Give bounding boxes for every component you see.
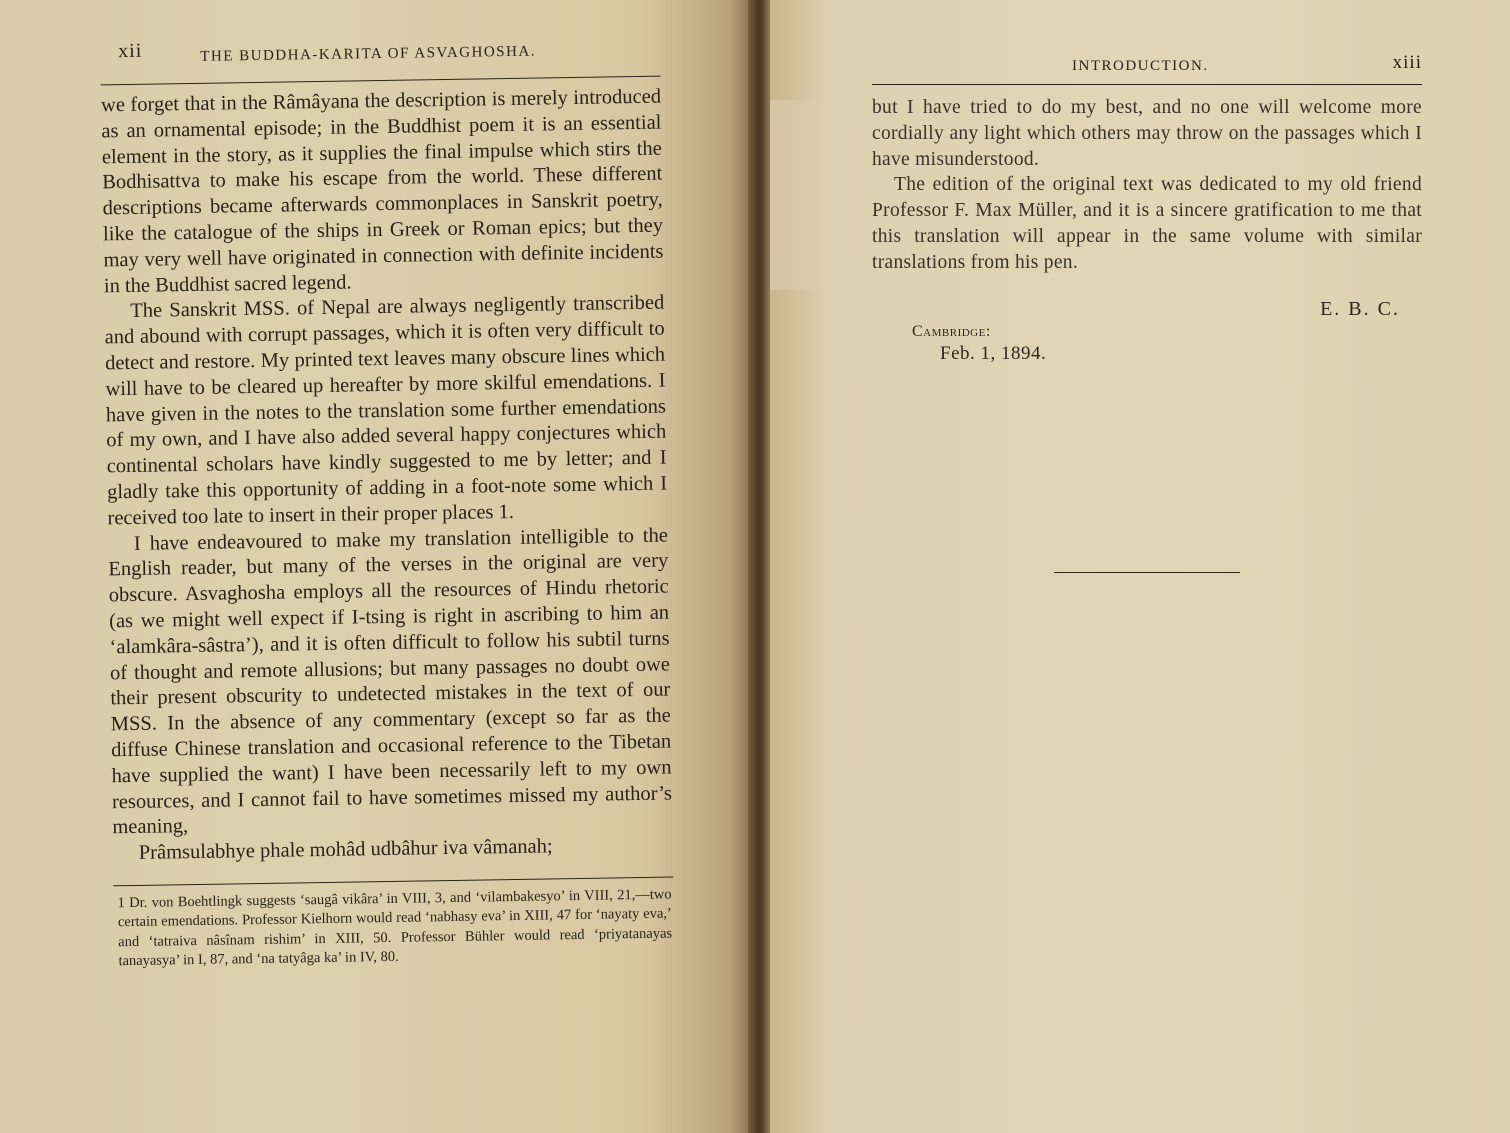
right-page-number: xiii [1392, 52, 1422, 73]
left-page [0, 0, 752, 1133]
signature-date: Feb. 1, 1894. [940, 342, 1047, 364]
right-body-text [872, 95, 1422, 276]
footnote-rule [113, 876, 673, 886]
right-page [770, 0, 1510, 1133]
right-running-head [872, 48, 1422, 78]
left-page-number: xii [118, 39, 143, 63]
signature-place [872, 323, 1422, 341]
footnote: 1 Dr. von Boehtlingk suggests ‘saugâ vikâra’ in VIII, 3, and ‘vilambakesyo’ in VIII, 21,—two certain emendations. Professor Kielhorn would read ‘nabhasy eva’ in XIII, 47 for ‘nayaty eva,’ and ‘tatraiva nâsînam rishim’ in XIII, 50. Professor Bühler would read ‘priyatanayas tanayasya’ in I, 87, and ‘na tatyâga ka’ in IV, 80. [117, 886, 673, 970]
book-gutter [748, 0, 772, 1133]
left-body-text [101, 85, 673, 868]
faded-text-margin [770, 100, 840, 290]
head-rule-left [101, 76, 661, 86]
left-page-content [100, 32, 675, 973]
left-paragraph-3: I have endeavoured to make my translation intelligible to the English reader, but many of the verses in the original are very obscure. Asvaghosha employs all the resources of Hindu rhetoric (as we might well expect if I-tsing is right in ascribing to him an ‘alamkâra-sâstra’), and it is often difficult to follow his subtil turns of thought and remote allusions; but many passages no doubt owe their present obscurity to undetected mistakes in the text of our MSS. In the absence of any commentary (except so far as the diffuse Chinese translation and occasional reference to the Tibetan have supplied the want) I have been necessarily left to my own resources, and I cannot fail to have sometimes missed my author’s meaning, [108, 524, 673, 839]
end-of-section-rule [1054, 572, 1240, 573]
place-text: Cambridge: [912, 322, 991, 340]
right-paragraph-1: but I have tried to do my best, and no one will welcome more cordially any light which others may throw on the passages which I have misunderstood. [872, 97, 1422, 170]
right-running-title: INTRODUCTION. [1072, 58, 1209, 74]
author-initials: E. B. C. [1320, 297, 1400, 320]
right-paragraph-2: The edition of the original text was dedicated to my old friend Professor F. Max Müller, and it is a sincere gratification to me that this translation will appear in the same volume with similar translations from his pen. [872, 174, 1422, 273]
left-verse-line: Prâmsulabhye phale mohâd udbâhur iva vâmanah; [138, 835, 553, 864]
left-running-head [100, 32, 660, 75]
head-rule-right [872, 84, 1422, 85]
left-paragraph-2: The Sanskrit MSS. of Nepal are always negligently transcribed and abound with corrupt passages, which it is often very difficult to detect and restore. My printed text leaves many obscure lines which will have to be cleared up hereafter by more skilful emendations. I have given in the notes to the translation some further emendations of my own, and I have also added several happy conjectures which continental scholars have kindly suggested to me by letter; and I gladly take this opportunity of adding in a foot-note some which I received too late to insert in their proper places 1. [104, 291, 668, 530]
left-paragraph-1: we forget that in the Râmâyana the description is merely introduced as an ornamental episode; in the Buddhist poem it is an essential element in the story, as it supplies the final impulse which stirs the Bodhisattva to make his escape from the world. These different descriptions became afterwards commonplaces in Sanskrit poetry, like the catalogue of the ships in Greek or Roman epics; but they may very well have originated in connection with definite incidents in the Buddhist sacred legend. [100, 85, 664, 297]
right-page-content [872, 48, 1422, 365]
left-running-title: THE BUDDHA-KARITA OF ASVAGHOSHA. [200, 43, 537, 65]
